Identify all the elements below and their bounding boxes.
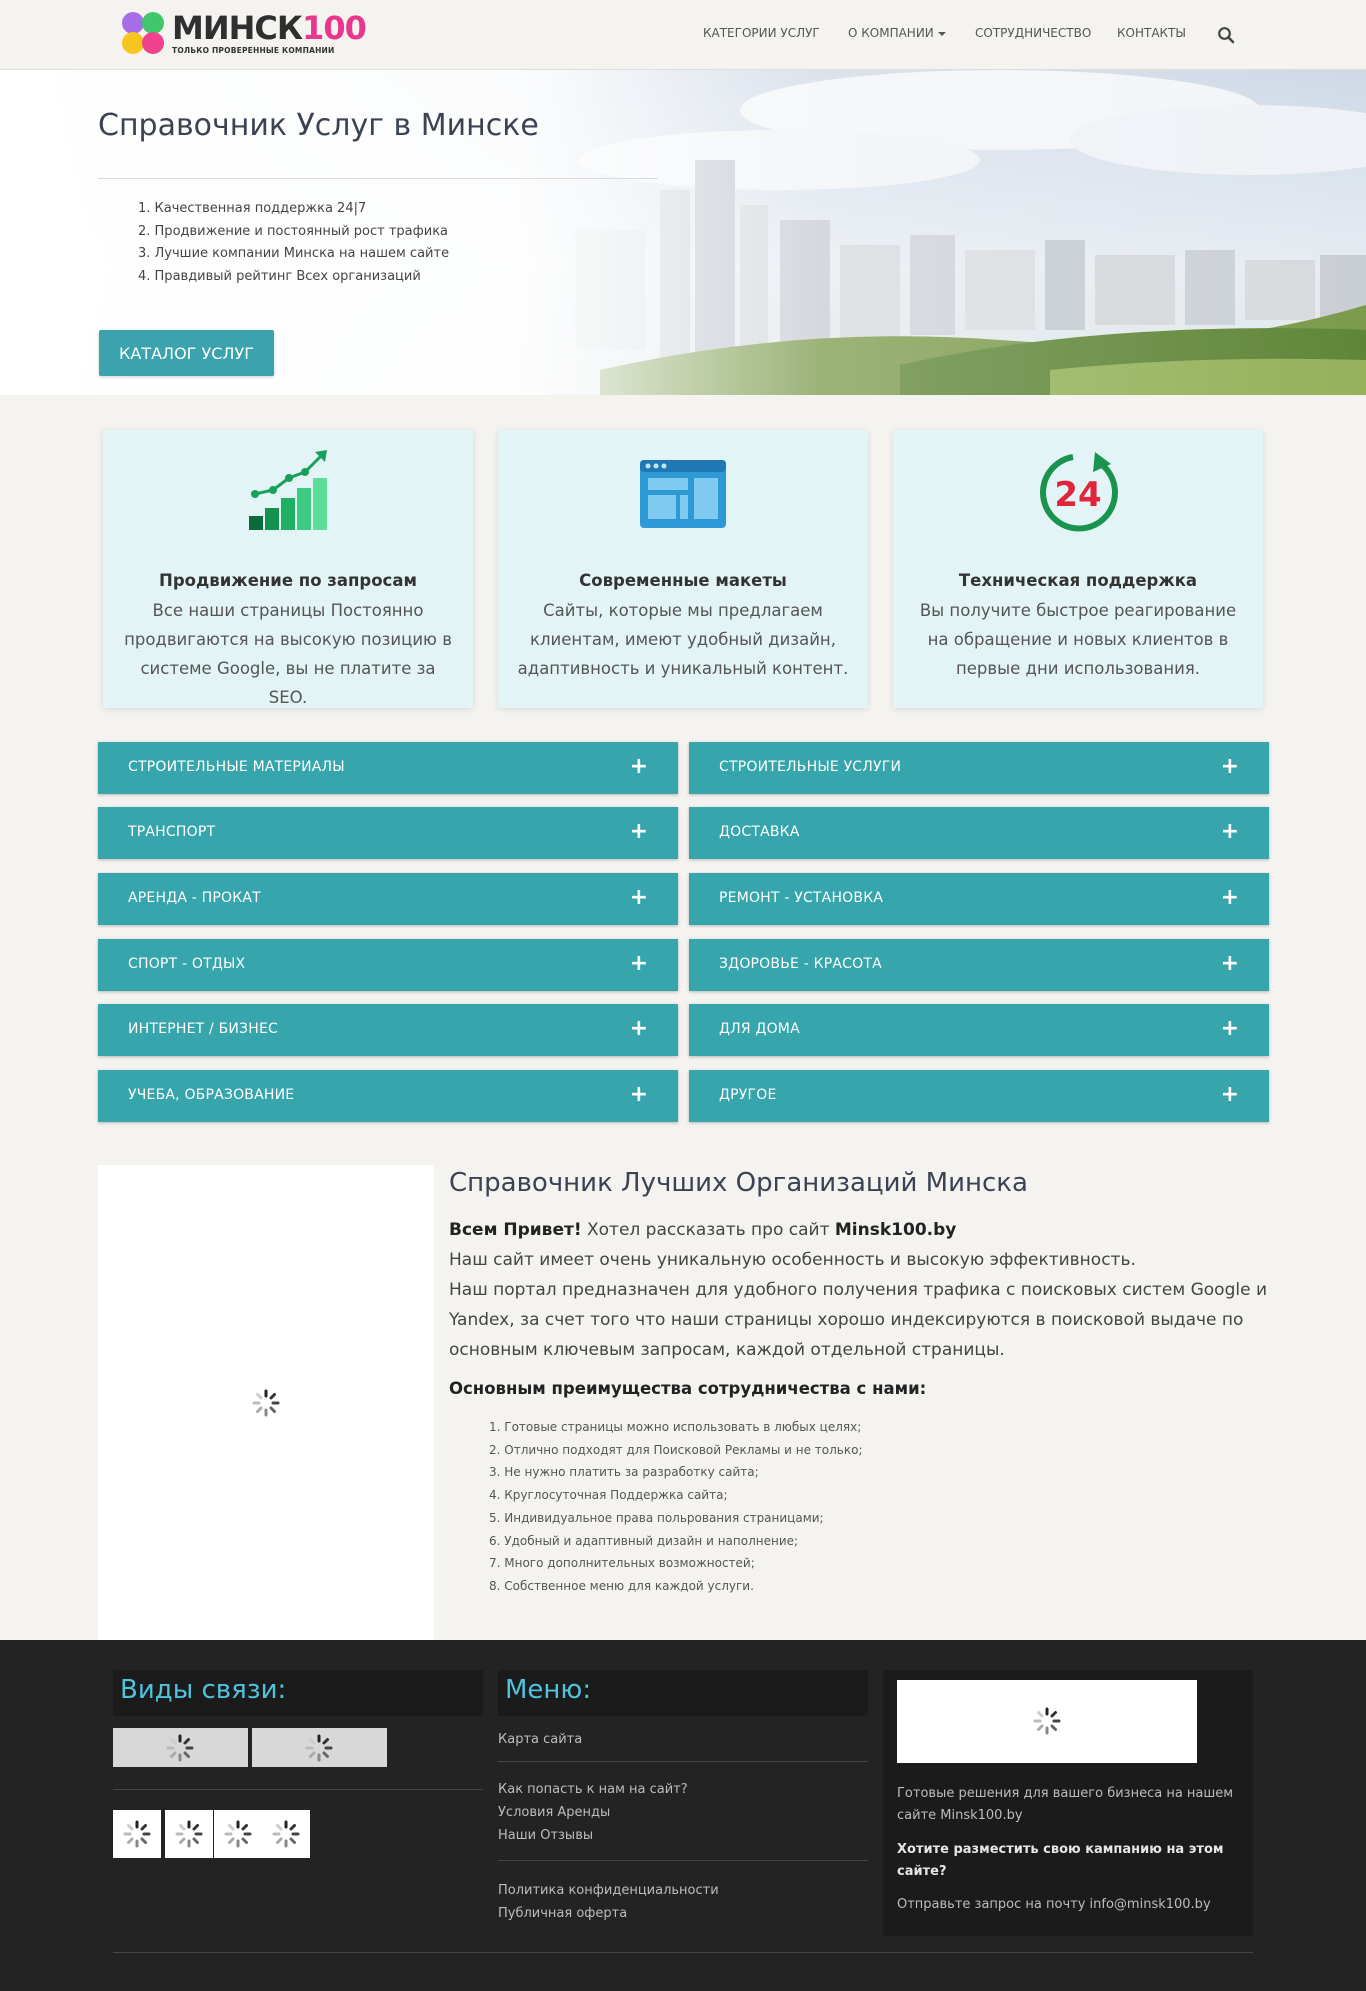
web-layout-icon xyxy=(638,448,728,538)
loading-spinner-icon xyxy=(271,1819,301,1849)
loading-spinner-icon xyxy=(223,1819,253,1849)
nav-cooperation[interactable]: СОТРУДНИЧЕСТВО xyxy=(975,26,1092,40)
about-benefits-list xyxy=(489,1416,1269,1598)
list-item: 1. Готовые страницы можно использовать в любых целях; xyxy=(489,1420,862,1434)
list-item: 3. Не нужно платить за разработку сайта; xyxy=(489,1465,759,1480)
svg-text:24: 24 xyxy=(1054,475,1102,515)
plus-icon[interactable]: + xyxy=(629,1016,648,1041)
list-item: 3. Лучшие компании Минска на нашем сайте xyxy=(138,246,450,261)
contact-badge-placeholder[interactable] xyxy=(252,1728,387,1767)
hero-section xyxy=(0,70,1366,395)
plus-icon[interactable]: + xyxy=(1220,1016,1239,1041)
menu-title: Меню: xyxy=(505,1675,592,1705)
feature-card-promotion xyxy=(103,430,473,708)
divider xyxy=(498,1860,868,1861)
list-item: 2. Продвижение и постоянный рост трафика xyxy=(138,223,449,239)
search-icon[interactable] xyxy=(1217,26,1235,44)
feature-title: Современные макеты xyxy=(579,571,787,590)
feature-title: Техническая поддержка xyxy=(958,571,1198,590)
footer-bottom-divider xyxy=(113,1952,1253,1953)
loading-spinner-icon xyxy=(304,1733,334,1763)
loading-spinner-icon xyxy=(251,1388,281,1418)
about-title: Справочник Лучших Организаций Минска xyxy=(449,1168,1028,1198)
about-section xyxy=(449,1168,1269,1598)
footer-link-how-to-join[interactable]: Как попасть к нам на сайт? xyxy=(498,1782,688,1797)
category-transport[interactable]: ТРАНСПОРТ + xyxy=(98,807,678,859)
feature-text: Сайты, которые мы предлагаем клиентам, имеют удобный дизайн, адаптивность и уникальный контент. xyxy=(517,601,849,678)
list-item: 4. Круглосуточная Поддержка сайта; xyxy=(489,1488,728,1503)
list-item: 4. Правдивый рейтинг Всех организаций xyxy=(138,268,421,284)
catalog-button[interactable]: КАТАЛОГ УСЛУГ xyxy=(99,330,274,376)
divider xyxy=(113,1789,483,1790)
list-item: 6. Удобный и адаптивный дизайн и наполнение; xyxy=(489,1533,799,1548)
footer-link-offer[interactable]: Публичная оферта xyxy=(498,1906,628,1921)
contact-badge-placeholder[interactable] xyxy=(113,1728,248,1767)
loading-spinner-icon xyxy=(1032,1706,1062,1736)
nav-categories[interactable]: КАТЕГОРИИ УСЛУГ xyxy=(703,26,820,40)
feature-text: Вы получите быстрое реагирование на обращение и новых клиентов в первые дни использования. xyxy=(919,601,1237,678)
promo-email-text: Отправьте запрос на почту info@minsk100.by xyxy=(897,1897,1211,1912)
social-icon-placeholder[interactable] xyxy=(262,1810,310,1858)
list-item: 7. Много дополнительных возможностей; xyxy=(489,1556,755,1571)
hero-title: Справочник Услуг в Минске xyxy=(98,108,539,143)
logo-tagline: ТОЛЬКО ПРОВЕРЕННЫЕ КОМПАНИИ xyxy=(172,46,335,55)
category-repair[interactable]: РЕМОНТ - УСТАНОВКА + xyxy=(689,873,1269,925)
feature-card-support xyxy=(893,430,1263,708)
logo-name: МИНСК100 xyxy=(172,9,366,47)
category-building-services[interactable]: СТРОИТЕЛЬНЫЕ УСЛУГИ + xyxy=(689,742,1269,794)
category-home[interactable]: ДЛЯ ДОМА + xyxy=(689,1004,1269,1056)
footer-link-privacy[interactable]: Политика конфиденциальности xyxy=(498,1883,719,1898)
feature-text: Все наши страницы Постоянно продвигаются на высокую позицию в системе Google, вы не платите за SEO. xyxy=(124,601,452,707)
site-logo[interactable] xyxy=(122,9,366,58)
growth-chart-icon xyxy=(243,448,333,538)
category-health[interactable]: ЗДОРОВЬЕ - КРАСОТА + xyxy=(689,939,1269,991)
plus-icon[interactable]: + xyxy=(1220,951,1239,976)
plus-icon[interactable]: + xyxy=(1220,819,1239,844)
social-icon-placeholder[interactable] xyxy=(165,1810,213,1858)
footer-link-reviews[interactable]: Наши Отзывы xyxy=(498,1828,594,1843)
hero-benefits-list xyxy=(138,198,449,288)
social-icon-placeholder[interactable] xyxy=(113,1810,161,1858)
plus-icon[interactable]: + xyxy=(1220,885,1239,910)
list-item: 1. Качественная поддержка 24|7 xyxy=(138,201,367,216)
plus-icon[interactable]: + xyxy=(629,885,648,910)
category-internet-business[interactable]: ИНТЕРНЕТ / БИЗНЕС + xyxy=(98,1004,678,1056)
contacts-title: Виды связи: xyxy=(120,1675,287,1705)
about-intro: Всем Привет! Хотел рассказать про сайт Minsk100.by Наш сайт имеет очень уникальную особенность и высокую эффективность. Наш портал предназначен для удобного получения трафика с поисковых систем Google и Yandex, за счет того что наши страницы хорошо индексируются в поисковой выдаче по основным ключевым запросам, каждой отдельной страницы. xyxy=(449,1220,1267,1360)
site-footer xyxy=(0,1640,1366,1991)
category-delivery[interactable]: ДОСТАВКА + xyxy=(689,807,1269,859)
site-header xyxy=(0,0,1366,70)
loading-spinner-icon xyxy=(165,1733,195,1763)
category-rental[interactable]: АРЕНДА - ПРОКАТ + xyxy=(98,873,678,925)
about-image-placeholder xyxy=(98,1165,434,1640)
plus-icon[interactable]: + xyxy=(629,819,648,844)
category-education[interactable]: УЧЕБА, ОБРАЗОВАНИЕ + xyxy=(98,1070,678,1122)
feature-title: Продвижение по запросам xyxy=(159,571,417,590)
plus-icon[interactable]: + xyxy=(629,754,648,779)
list-item: 5. Индивидуальное права польрования страницами; xyxy=(489,1510,824,1525)
divider xyxy=(498,1761,868,1762)
nav-about[interactable]: О КОМПАНИИ xyxy=(848,26,946,40)
plus-icon[interactable]: + xyxy=(1220,1082,1239,1107)
footer-link-sitemap[interactable]: Карта сайта xyxy=(498,1732,583,1747)
loading-spinner-icon xyxy=(122,1819,152,1849)
plus-icon[interactable]: + xyxy=(1220,754,1239,779)
promo-question: Хотите разместить свою кампанию на этом сайте? xyxy=(897,1842,1224,1879)
logo-mark-icon xyxy=(122,12,168,58)
feature-card-layouts xyxy=(498,430,868,708)
category-sport[interactable]: СПОРТ - ОТДЫХ + xyxy=(98,939,678,991)
category-other[interactable]: ДРУГОЕ + xyxy=(689,1070,1269,1122)
support-24-icon xyxy=(1033,448,1123,538)
plus-icon[interactable]: + xyxy=(629,951,648,976)
nav-contacts[interactable]: КОНТАКТЫ xyxy=(1117,26,1186,40)
list-item: 8. Собственное меню для каждой услуги. xyxy=(489,1578,754,1593)
promo-banner-placeholder[interactable] xyxy=(897,1680,1197,1763)
loading-spinner-icon xyxy=(174,1819,204,1849)
category-building-materials[interactable]: СТРОИТЕЛЬНЫЕ МАТЕРИАЛЫ + xyxy=(98,742,678,794)
chevron-down-icon xyxy=(938,32,946,36)
plus-icon[interactable]: + xyxy=(629,1082,648,1107)
about-subtitle: Основным преимущества сотрудничества с нами: xyxy=(449,1379,927,1398)
list-item: 2. Отлично подходят для Поисковой Рекламы и не только; xyxy=(489,1442,863,1457)
footer-link-rent-terms[interactable]: Условия Аренды xyxy=(498,1805,611,1820)
hero-divider xyxy=(98,178,658,179)
promo-text: Готовые решения для вашего бизнеса на нашем сайте Minsk100.by xyxy=(897,1786,1234,1823)
social-icon-placeholder[interactable] xyxy=(214,1810,262,1858)
